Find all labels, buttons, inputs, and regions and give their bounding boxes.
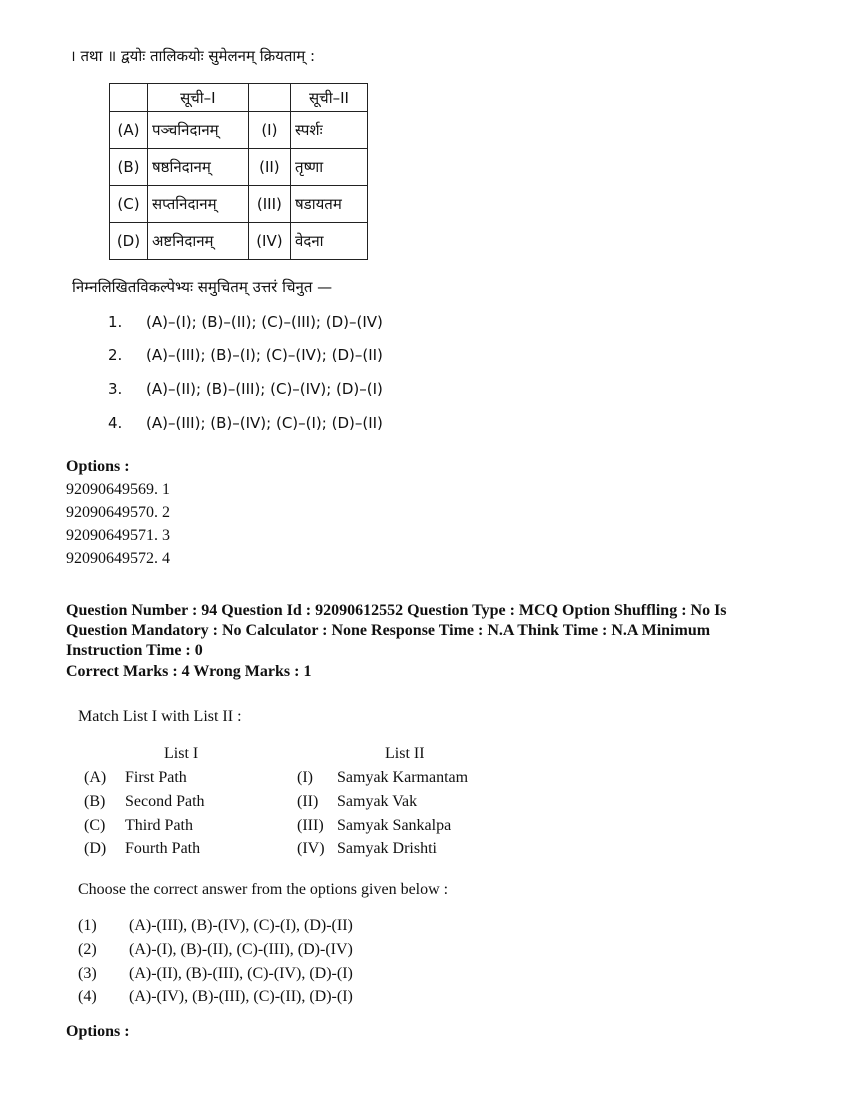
row-letter: (B) bbox=[110, 149, 148, 186]
match-row bbox=[84, 817, 504, 837]
q2-prompt: Choose the correct answer from the options given below : bbox=[78, 881, 449, 898]
marks-info: Correct Marks : 4 Wrong Marks : 1 bbox=[66, 663, 312, 680]
q2-choice bbox=[78, 988, 478, 1008]
list1-item: Second Path bbox=[125, 793, 205, 810]
table-header-cell bbox=[248, 84, 290, 112]
choice-number: (4) bbox=[78, 988, 97, 1005]
choice-text: (A)–(I); (B)–(II); (C)–(III); (D)–(IV) bbox=[146, 313, 383, 331]
q1-choice bbox=[108, 346, 383, 364]
choice-text: (A)-(III), (B)-(IV), (C)-(I), (D)-(II) bbox=[129, 917, 353, 934]
table-header-list2: सूची–II bbox=[291, 84, 368, 112]
list2-item: Samyak Drishti bbox=[337, 840, 437, 857]
table-row bbox=[110, 186, 368, 223]
row-numeral: (I) bbox=[297, 769, 313, 786]
question-meta-line: Question Mandatory : No Calculator : None Response Time : N.A Think Time : N.A Minimum bbox=[66, 622, 711, 639]
option-id-item: 92090649569. 1 bbox=[66, 481, 170, 498]
choice-number: 1. bbox=[108, 313, 123, 331]
choice-text: (A)-(I), (B)-(II), (C)-(III), (D)-(IV) bbox=[129, 941, 353, 958]
q1-match-table bbox=[109, 83, 368, 260]
row-numeral: (II) bbox=[297, 793, 319, 810]
choice-text: (A)-(II), (B)-(III), (C)-(IV), (D)-(I) bbox=[129, 965, 353, 982]
row-letter: (C) bbox=[84, 817, 106, 834]
row-letter: (C) bbox=[110, 186, 148, 223]
list2-item: Samyak Karmantam bbox=[337, 769, 469, 786]
row-numeral: (III) bbox=[248, 186, 290, 223]
options-label: Options : bbox=[66, 458, 130, 475]
row-list1-item: षष्ठनिदानम् bbox=[147, 149, 248, 186]
row-letter: (D) bbox=[84, 840, 107, 857]
list2-header: List II bbox=[385, 745, 425, 762]
choice-number: 3. bbox=[108, 380, 123, 398]
q1-choice bbox=[108, 380, 383, 398]
choice-number: (3) bbox=[78, 965, 97, 982]
question-meta-line: Question Number : 94 Question Id : 92090612552 Question Type : MCQ Option Shuffling : No Is bbox=[66, 602, 727, 619]
q2-choice bbox=[78, 917, 478, 937]
q2-instruction: Match List I with List II : bbox=[78, 708, 242, 725]
match-row bbox=[84, 769, 504, 789]
q1-choice bbox=[108, 313, 383, 331]
option-id-item: 92090649570. 2 bbox=[66, 504, 170, 521]
table-row bbox=[110, 149, 368, 186]
row-letter: (A) bbox=[110, 112, 148, 149]
row-list2-item: वेदना bbox=[291, 223, 368, 260]
match-row bbox=[84, 793, 504, 813]
list2-item: Samyak Sankalpa bbox=[337, 817, 452, 834]
q1-choice bbox=[108, 414, 383, 432]
row-list1-item: अष्टनिदानम् bbox=[147, 223, 248, 260]
q1-prompt: निम्नलिखितविकल्पेभ्यः समुचितम् उत्तरं चिनुत — bbox=[72, 278, 333, 296]
choice-text: (A)–(II); (B)–(III); (C)–(IV); (D)–(I) bbox=[146, 380, 383, 398]
table-header-row bbox=[110, 84, 368, 112]
choice-number: 4. bbox=[108, 414, 123, 432]
row-list1-item: पञ्चनिदानम् bbox=[147, 112, 248, 149]
choice-text: (A)–(III); (B)–(I); (C)–(IV); (D)–(II) bbox=[146, 346, 383, 364]
q2-choice bbox=[78, 941, 478, 961]
row-list1-item: सप्तनिदानम् bbox=[147, 186, 248, 223]
choice-text: (A)-(IV), (B)-(III), (C)-(II), (D)-(I) bbox=[129, 988, 353, 1005]
row-letter: (B) bbox=[84, 793, 106, 810]
row-list2-item: षडायतम bbox=[291, 186, 368, 223]
match-row bbox=[84, 840, 504, 860]
table-row bbox=[110, 223, 368, 260]
q1-instruction: । तथा ॥ द्वयोः तालिकयोः सुमेलनम् क्रियताम् : bbox=[70, 47, 316, 65]
options-label: Options : bbox=[66, 1023, 130, 1040]
list2-item: Samyak Vak bbox=[337, 793, 418, 810]
option-id-item: 92090649571. 3 bbox=[66, 527, 170, 544]
row-numeral: (IV) bbox=[248, 223, 290, 260]
table-row bbox=[110, 112, 368, 149]
option-id-item: 92090649572. 4 bbox=[66, 550, 170, 567]
table-header-cell bbox=[110, 84, 148, 112]
question-meta-line: Instruction Time : 0 bbox=[66, 642, 203, 659]
list1-header: List I bbox=[164, 745, 199, 762]
row-list2-item: तृष्णा bbox=[291, 149, 368, 186]
row-letter: (D) bbox=[110, 223, 148, 260]
choice-number: (2) bbox=[78, 941, 97, 958]
choice-number: (1) bbox=[78, 917, 97, 934]
row-list2-item: स्पर्शः bbox=[291, 112, 368, 149]
choice-text: (A)–(III); (B)–(IV); (C)–(I); (D)–(II) bbox=[146, 414, 383, 432]
choice-number: 2. bbox=[108, 346, 123, 364]
question-meta bbox=[66, 601, 766, 661]
row-numeral: (II) bbox=[248, 149, 290, 186]
row-letter: (A) bbox=[84, 769, 107, 786]
table-header-list1: सूची–I bbox=[147, 84, 248, 112]
list1-item: Fourth Path bbox=[125, 840, 201, 857]
row-numeral: (IV) bbox=[297, 840, 325, 857]
list1-item: First Path bbox=[125, 769, 187, 786]
row-numeral: (III) bbox=[297, 817, 324, 834]
q2-choice bbox=[78, 965, 478, 985]
row-numeral: (I) bbox=[248, 112, 290, 149]
list1-item: Third Path bbox=[125, 817, 193, 834]
